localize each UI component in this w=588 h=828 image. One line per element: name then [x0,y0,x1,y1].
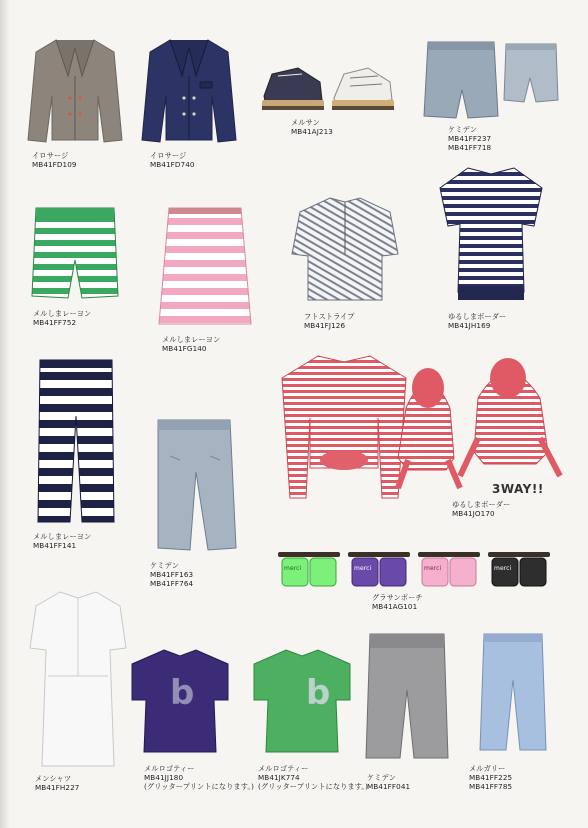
product-label-waist-pouch: グラサンポーチ MB41AG101 [372,593,423,611]
product-label-blue-pants: メルガリー MB41FF225 MB41FF785 [469,764,513,791]
product-image-denim-pants [150,416,238,554]
product-label-navy-stripe-pants: メルしまレーヨン MB41FF141 [33,532,92,550]
product-label-green-shorts: メルしまレーヨン MB41FF752 [33,309,92,327]
pouch-print-3: merci [424,565,442,572]
three-way-badge: 3WAY!! [492,482,544,496]
product-label-navy-jacket: イロサージ MB41FD740 [150,151,195,169]
tee-print-letter: b [170,673,195,713]
product-image-waist-pouches [276,550,556,590]
pouch-print-2: merci [354,565,372,572]
product-image-white-dress [28,588,128,772]
product-label-denim-pants: ケミデン MB41FF163 MB41FF764 [150,561,194,588]
product-image-blue-pants [478,630,548,754]
product-label-red-border-hoodie: ゆるしまボーダー MB41JO170 [452,500,511,518]
pouch-print-4: merci [494,565,512,572]
product-image-sandals [258,56,403,116]
product-label-sandals: メルサン MB41AJ213 [291,118,333,136]
product-label-denim-shorts: ケミデン MB41FF237 MB41FF718 [448,125,492,152]
product-image-purple-tee [128,646,232,756]
product-image-grey-jacket [26,36,124,146]
product-image-green-shorts [30,204,120,300]
product-image-stripe-blouse [290,194,400,304]
tee-print-letter: b [306,673,331,713]
product-image-pink-skirt [157,204,253,328]
product-label-grey-shorts: ケミデン MB41FF041 [367,773,411,791]
page-binding-shadow [0,0,10,828]
product-label-purple-tee: メルロゴティー MB41JJ180 (グリッタープリントになります。) [144,764,255,791]
product-image-denim-shorts [420,38,560,120]
product-image-navy-stripe-pants [36,356,116,526]
pouch-print-1: merci [284,565,302,572]
product-label-green-tee: メルロゴティー MB41JK774 (グリッタープリントになります。) [258,764,369,791]
product-label-stripe-blouse: フトストライプ MB41FJ126 [304,312,355,330]
product-image-grey-shorts [364,630,450,762]
product-image-green-tee [250,646,354,756]
product-label-grey-jacket: イロサージ MB41FD109 [32,151,77,169]
product-image-border-tunic [438,164,544,304]
product-image-navy-jacket [140,36,238,146]
product-label-border-tunic: ゆるしまボーダー MB41JH169 [448,312,507,330]
product-label-white-dress: メンシャツ MB41FH227 [35,774,80,792]
product-label-pink-skirt: メルしまレーヨン MB41FG140 [162,335,221,353]
